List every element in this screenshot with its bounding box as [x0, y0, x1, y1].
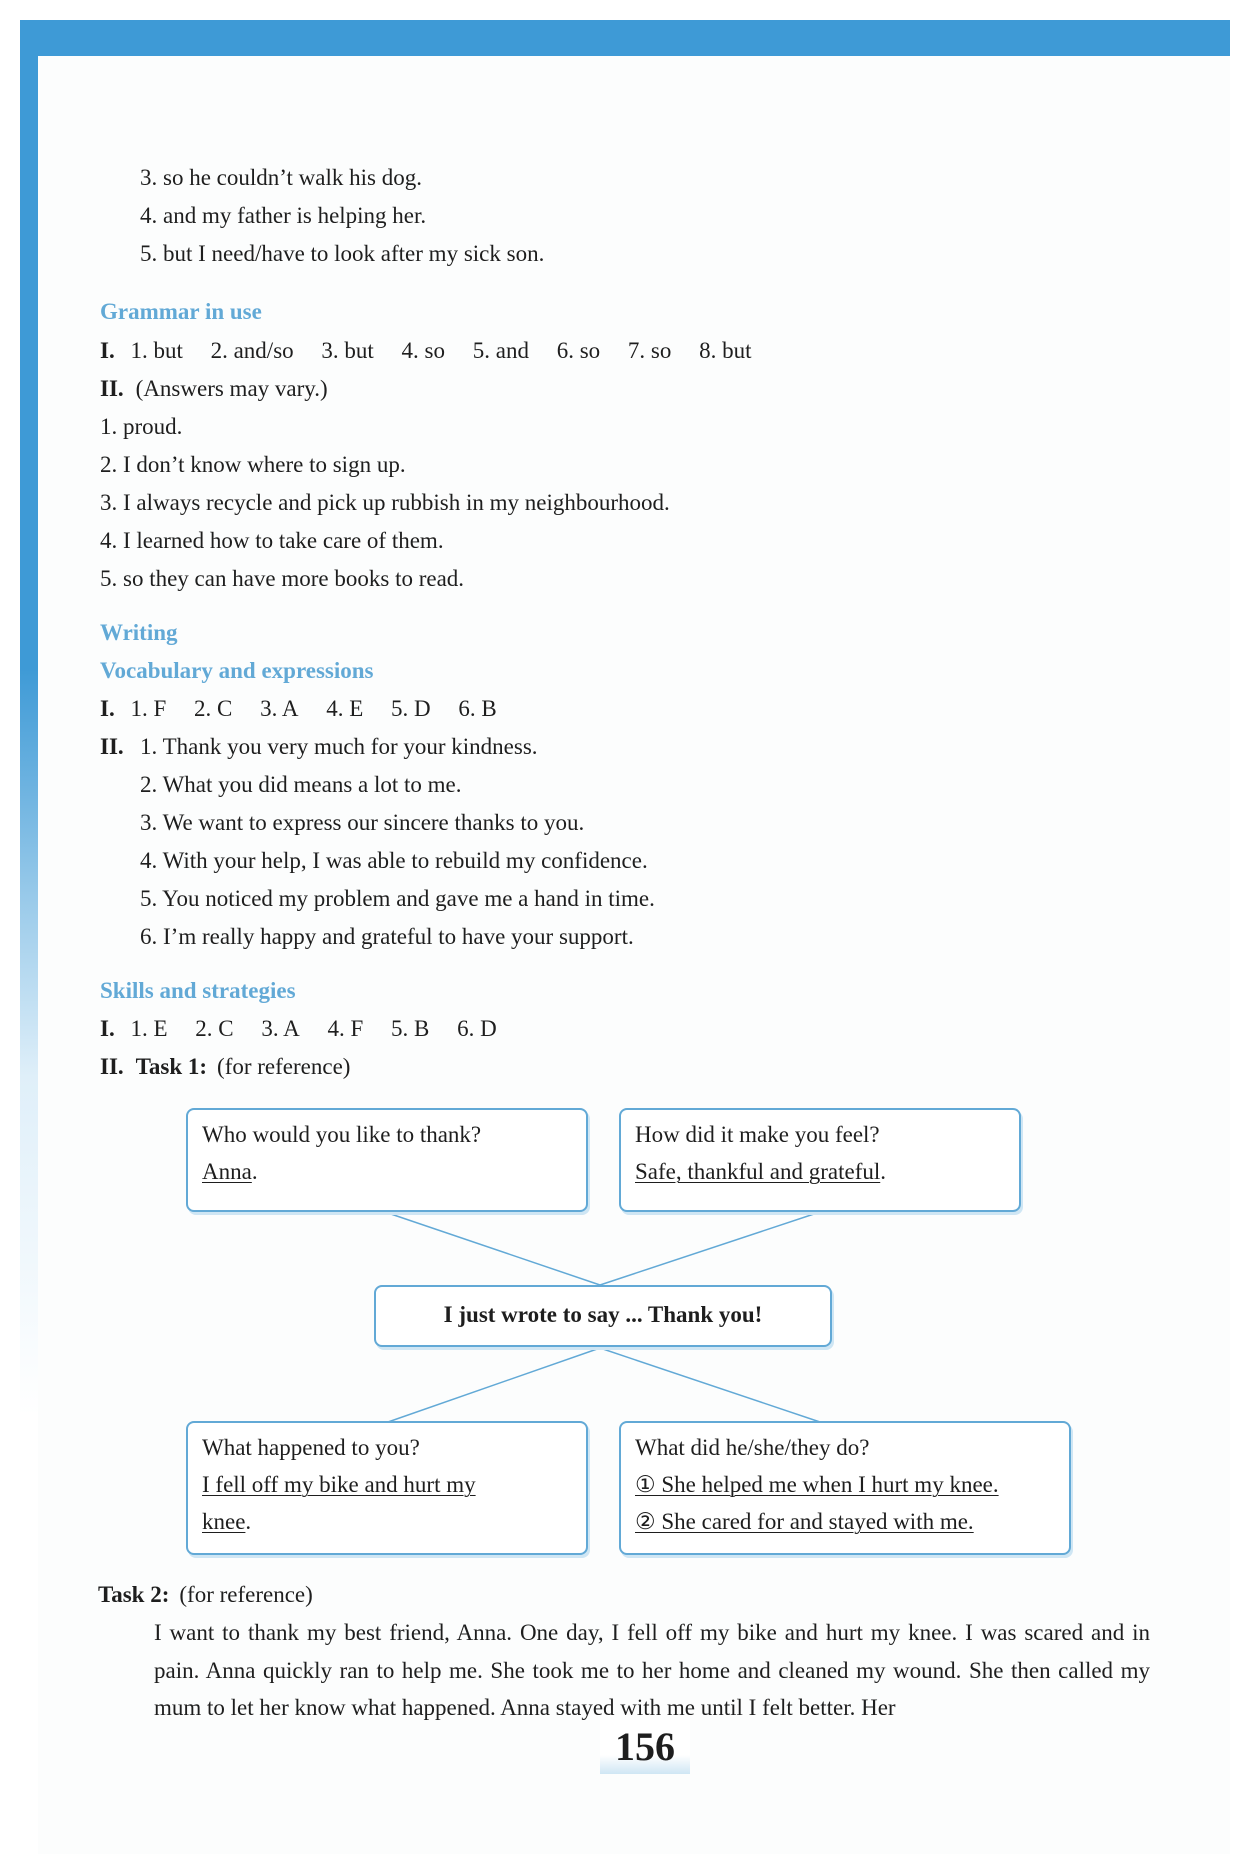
- section-heading-vocabulary: Vocabulary and expressions: [100, 658, 374, 683]
- list-item: 2. I don’t know where to sign up.: [100, 452, 406, 477]
- list-item: 4. I learned how to take care of them.: [100, 528, 444, 553]
- list-item: 3. so he couldn’t walk his dog.: [140, 165, 422, 190]
- answer-item: 2. and/so: [210, 338, 294, 363]
- mindmap-box-did: [619, 1421, 1071, 1555]
- answer-item: 8. but: [699, 338, 752, 363]
- box-answer: Anna: [202, 1159, 252, 1184]
- part-label: I.: [100, 696, 115, 721]
- box-question: What happened to you?: [202, 1435, 420, 1460]
- mindmap-box-happened: [186, 1421, 588, 1555]
- task2-paragraph: [98, 1614, 1150, 1727]
- answer-item: 5. B: [391, 1016, 430, 1041]
- list-item: 2. What you did means a lot to me.: [140, 772, 462, 797]
- connector-line: [600, 1212, 820, 1285]
- section-heading-skills: Skills and strategies: [100, 978, 296, 1003]
- task-label: Task 1:: [135, 1054, 208, 1079]
- answer-item: 6. B: [458, 696, 497, 721]
- answer-item: 2. C: [195, 1016, 234, 1041]
- answer-item: 3. A: [260, 696, 299, 721]
- connector-line: [600, 1348, 820, 1422]
- box-answer-suffix: .: [880, 1159, 886, 1184]
- box-question: How did it make you feel?: [635, 1122, 880, 1147]
- answer-item: 6. so: [556, 338, 601, 363]
- box-answer-suffix: .: [245, 1509, 252, 1534]
- answer-item: 5. D: [391, 696, 431, 721]
- mindmap-box-feel: [619, 1108, 1021, 1212]
- box-answer: I fell off my bike and hurt my: [202, 1472, 476, 1497]
- answer-item: 4. E: [326, 696, 364, 721]
- answer-item: 1. but: [130, 338, 183, 363]
- answer-item: 2. C: [194, 696, 233, 721]
- section-heading-writing: Writing: [100, 620, 178, 645]
- box-answer: knee: [202, 1509, 246, 1534]
- box-question: Who would you like to thank?: [202, 1122, 482, 1147]
- list-item: 3. I always recycle and pick up rubbish in my neighbourhood.: [100, 490, 670, 515]
- paragraph-text: I want to thank my best friend, Anna. One day, I fell off my bike and hurt my knee. I was scared and in pain. Anna quickly ran to help me. She took me to her home and cleaned my wound. She then called my mum to let her know what happened. Anna stayed with me until I felt better. Her: [154, 1620, 1150, 1720]
- part-label: II.: [100, 734, 124, 759]
- list-item: 5. so they can have more books to read.: [100, 566, 465, 591]
- answer-item: 4. F: [327, 1016, 364, 1041]
- mindmap-center-box: I just wrote to say ... Thank you!: [374, 1285, 832, 1347]
- task-label: Task 2:: [98, 1582, 170, 1607]
- answer-item: 7. so: [627, 338, 672, 363]
- list-item: 6. I’m really happy and grateful to have your support.: [140, 924, 634, 949]
- page-number: 156: [600, 1720, 690, 1774]
- section-heading-grammar: Grammar in use: [100, 299, 262, 324]
- list-item: 5. but I need/have to look after my sick son.: [140, 241, 545, 266]
- connector-line: [385, 1212, 600, 1285]
- box-answer-suffix: .: [251, 1159, 258, 1184]
- list-item: 4. and my father is helping her.: [140, 203, 427, 228]
- connector-line: [388, 1348, 600, 1422]
- box-answer: ① She helped me when I hurt my knee.: [635, 1472, 999, 1497]
- list-item: 1. Thank you very much for your kindness.: [140, 734, 538, 759]
- part-note: (Answers may vary.): [135, 376, 328, 401]
- answer-item: 1. E: [130, 1016, 168, 1041]
- box-question: What did he/she/they do?: [635, 1435, 870, 1460]
- box-answer-line: [635, 1159, 886, 1184]
- list-item: 5. You noticed my problem and gave me a hand in time.: [140, 886, 655, 911]
- task-note: (for reference): [217, 1054, 351, 1079]
- part-label: I.: [100, 1016, 115, 1041]
- box-answer: Safe, thankful and grateful: [635, 1159, 881, 1184]
- part-label: II.: [100, 376, 124, 401]
- answer-item: 6. D: [457, 1016, 497, 1041]
- answer-item: 1. F: [130, 696, 167, 721]
- task-note: (for reference): [179, 1582, 313, 1607]
- task2-header: [98, 1580, 313, 1610]
- answer-item: 4. so: [401, 338, 445, 363]
- list-item: 1. proud.: [100, 414, 183, 439]
- box-answer: ② She cared for and stayed with me.: [635, 1509, 974, 1534]
- box-answer-line: [202, 1509, 251, 1534]
- list-item: 3. We want to express our sincere thanks to you.: [140, 810, 585, 835]
- mindmap-box-who: [186, 1108, 588, 1212]
- answer-item: 3. but: [321, 338, 374, 363]
- answer-item: 3. A: [261, 1016, 300, 1041]
- list-item: 4. With your help, I was able to rebuild my confidence.: [140, 848, 648, 873]
- box-answer-line: [202, 1159, 258, 1184]
- part-label: I.: [100, 338, 115, 363]
- answer-item: 5. and: [472, 338, 529, 363]
- part-label: II.: [100, 1054, 124, 1079]
